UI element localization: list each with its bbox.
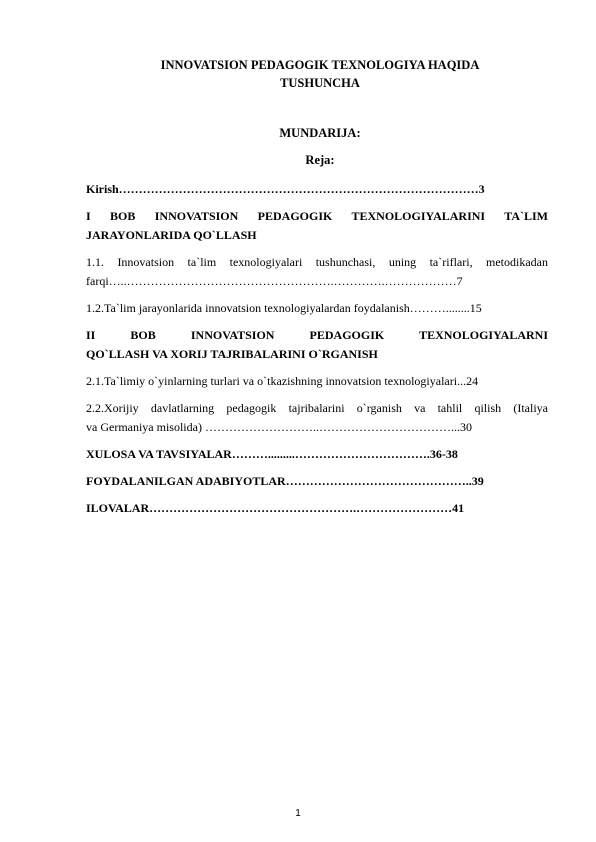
toc-chapter-2-line-2: QO`LLASH VA XORIJ TAJRIBALARINI O`RGANISH — [86, 347, 378, 361]
toc-section-1-1-line-1: 1.1. Innovatsion ta`lim texnologiyalari tushunchasi, uning ta`riflari, metodikadan — [86, 255, 548, 269]
toc-entry-references: FOYDALANILGAN ADABIYOTLAR………………………………………..39 — [86, 474, 484, 488]
toc-chapter-1-line-2: JARAYONLARIDA QO`LLASH — [86, 228, 257, 242]
toc-section-1-1-line-2: farqi…..…………………………………………….………….………………7 — [86, 274, 463, 288]
document-title — [80, 56, 560, 92]
toc-chapter-1-line-1: I BOB INNOVATSION PEDAGOGIK TEXNOLOGIYALARINI TA`LIM — [86, 209, 548, 223]
toc-chapter-2-line-1: II BOB INNOVATSION PEDAGOGIK TEXNOLOGIYALARNI — [86, 328, 548, 342]
toc-entry-appendix: ILOVALAR…………………………………………….……………………41 — [86, 501, 465, 515]
toc-section-2-2-line-2: va Germaniya misolida) ………………………..……………………………...30 — [86, 420, 472, 434]
title-line-2: TUSHUNCHA — [280, 76, 360, 90]
plan-heading: Reja: — [305, 153, 335, 167]
toc-entry-intro: Kirish………………………………………………………………………………3 — [86, 182, 485, 196]
contents-heading: MUNDARIJA: — [279, 126, 361, 140]
toc-entry-section-2-2 — [86, 399, 548, 437]
toc-section-2-2-line-1: 2.2.Xorijiy davlatlarning pedagogik tajribalarini o`rganish va tahlil qilish (Italiya — [86, 401, 548, 415]
toc-entry-chapter-1 — [86, 207, 548, 245]
page-number: 1 — [295, 808, 301, 819]
toc-entry-section-1-1 — [86, 253, 548, 291]
toc-entry-section-1-2: 1.2.Ta`lim jarayonlarida innovatsion texnologiyalardan foydalanish………........15 — [86, 301, 482, 315]
toc-entry-conclusion: XULOSA VA TAVSIYALAR……….........…………………………….36-38 — [86, 447, 458, 461]
toc-entry-section-2-1: 2.1.Ta`limiy o`yinlarning turlari va o`tkazishning innovatsion texnologiyalari...24 — [86, 374, 479, 388]
table-of-contents — [86, 180, 548, 526]
toc-entry-chapter-2 — [86, 326, 548, 364]
title-line-1: INNOVATSION PEDAGOGIK TEXNOLOGIYA HAQIDA — [160, 58, 480, 72]
